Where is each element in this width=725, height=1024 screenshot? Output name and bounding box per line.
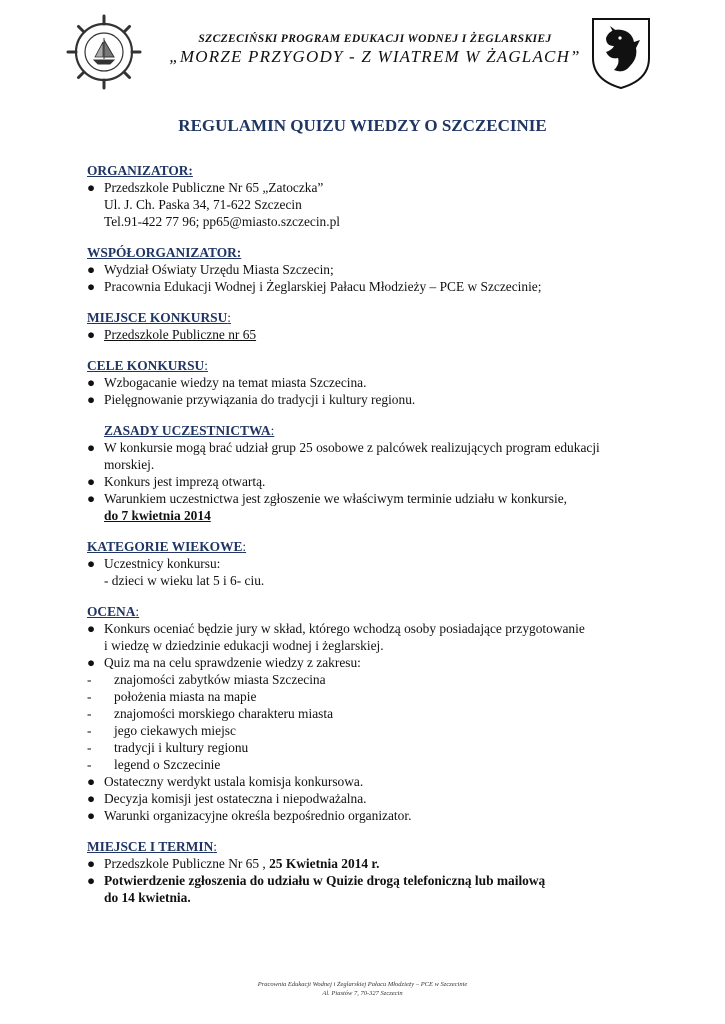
goals-heading: CELE KONKURSU: (87, 358, 208, 373)
list-item: ● Ostateczny werdykt ustala komisja konkursowa. (87, 774, 364, 789)
registration-deadline: do 7 kwietnia 2014 (104, 508, 211, 523)
document-body (87, 162, 659, 906)
topic-item: - jego ciekawych miejsc (87, 723, 236, 738)
list-item: ● Konkurs oceniać będzie jury w skład, którego wchodzą osoby posiadające przygotowanie (87, 621, 585, 636)
footer-line-2: Al. Piastów 7, 70-327 Szczecin (322, 990, 403, 997)
rules-heading: ZASADY UCZESTNICTWA: (104, 423, 275, 438)
list-item: ● Quiz ma na celu sprawdzenie wiedzy z zakresu: (87, 655, 361, 670)
topic-item: - tradycji i kultury regionu (87, 740, 249, 755)
document-title: REGULAMIN QUIZU WIEDZY O SZCZECINIE (178, 116, 547, 135)
list-item: ● Przedszkole Publiczne Nr 65 , 25 Kwietnia 2014 r. (87, 856, 380, 871)
list-item: ● Warunkiem uczestnictwa jest zgłoszenie we właściwym terminie udziału w konkursie, (87, 491, 567, 506)
organizer-heading: ORGANIZATOR: (87, 163, 193, 178)
list-item: ● Warunki organizacyjne określa bezpośrednio organizator. (87, 808, 412, 823)
list-item: ● Przedszkole Publiczne Nr 65 „Zatoczka” (87, 180, 324, 195)
confirmation-deadline: do 14 kwietnia. (104, 890, 191, 905)
list-item: ● Konkurs jest imprezą otwartą. (87, 474, 266, 489)
organizer-address: Ul. J. Ch. Paska 34, 71-622 Szczecin (104, 197, 302, 212)
list-item: ● Wydział Oświaty Urzędu Miasta Szczecin; (87, 262, 334, 277)
footer-line-1: Pracownia Edukacji Wodnej i Żeglarskiej Pałacu Młodzieży – PCE w Szczecinie (257, 981, 468, 988)
rating-heading: OCENA: (87, 604, 140, 619)
co-organizer-heading: WSPÓŁORGANIZATOR: (87, 245, 242, 260)
list-item: ● Decyzja komisji jest ostateczna i niepodważalna. (87, 791, 367, 806)
page-footer (0, 980, 725, 998)
list-item: ● Wzbogacanie wiedzy na temat miasta Szczecina. (87, 375, 367, 390)
list-item: ● Uczestnicy konkursu: (87, 556, 221, 571)
venue-heading: MIEJSCE KONKURSU: (87, 310, 231, 325)
ship-wheel-logo-icon (66, 14, 142, 90)
list-item: ● Potwierdzenie zgłoszenia do udziału w Quizie drogą telefoniczną lub mailową (87, 873, 546, 888)
list-item: ● W konkursie mogą brać udział grup 25 osobowe z palcówek realizujących program edukacji (87, 440, 600, 455)
list-item: ● Pracownia Edukacji Wodnej i Żeglarskiej Pałacu Młodzieży – PCE w Szczecinie; (87, 279, 542, 294)
topic-item: - legend o Szczecinie (87, 757, 221, 772)
program-title: SZCZECIŃSKI PROGRAM EDUKACJI WODNEJ I ŻEGLARSKIEJ (198, 33, 552, 45)
griffin-coat-of-arms-icon (590, 16, 652, 90)
program-motto: „MORZE PRZYGODY - Z WIATREM W ŻAGLACH” (169, 47, 581, 66)
age-heading: KATEGORIE WIEKOWE: (87, 539, 247, 554)
list-item-continuation: i wiedzę w dziedzinie edukacji wodnej i żeglarskiej. (104, 638, 384, 653)
list-item: ● Pielęgnowanie przywiązania do tradycji i kultury regionu. (87, 392, 416, 407)
topic-item: - położenia miasta na mapie (87, 689, 257, 704)
place-date-heading: MIEJSCE I TERMIN: (87, 839, 217, 854)
topic-item: - znajomości zabytków miasta Szczecina (87, 672, 326, 687)
list-item-continuation: morskiej. (104, 457, 155, 472)
organizer-contact: Tel.91-422 77 96; pp65@miasto.szczecin.pl (104, 214, 341, 229)
list-item: ● Przedszkole Publiczne nr 65 (87, 327, 257, 342)
topic-item: - znajomości morskiego charakteru miasta (87, 706, 334, 721)
age-subitem: - dzieci w wieku lat 5 i 6- ciu. (104, 573, 265, 588)
